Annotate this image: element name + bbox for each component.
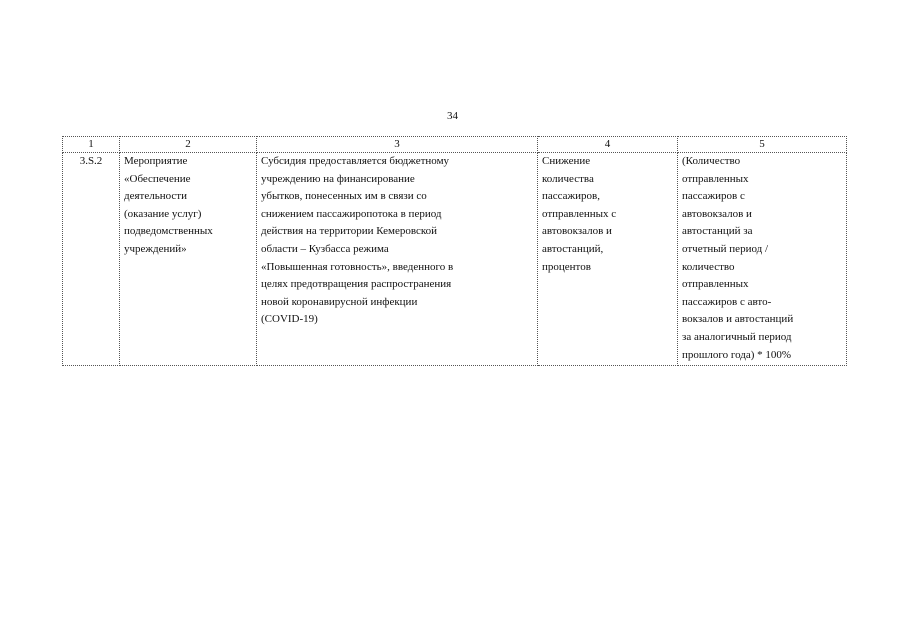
activity-line: Мероприятие xyxy=(124,155,188,167)
formula-cell xyxy=(678,153,847,366)
indicator-line: отправленных с xyxy=(542,207,617,220)
description-line: убытков, понесенных им в связи со xyxy=(261,190,427,203)
description-line: Субсидия предоставляется бюджетному xyxy=(261,155,450,167)
formula-line: прошлого года) * 100% xyxy=(682,348,792,361)
formula-line: (Количество xyxy=(682,155,741,167)
description-line: снижением пассажиропотока в период xyxy=(261,207,442,220)
activity-line: учреждений» xyxy=(124,242,187,255)
description-line: учреждению на финансирование xyxy=(261,172,415,185)
page-number: 34 xyxy=(447,110,458,122)
indicator-line: процентов xyxy=(542,260,591,273)
activity-cell xyxy=(120,153,257,366)
column-header-4: 4 xyxy=(538,137,678,153)
activity-line: (оказание услуг) xyxy=(124,207,202,220)
indicator-line: количества xyxy=(542,172,594,185)
description-line: (COVID-19) xyxy=(261,313,318,326)
column-header-2: 2 xyxy=(120,137,257,153)
formula-line: автостанций за xyxy=(682,225,753,238)
formula-line: отправленных xyxy=(682,172,749,185)
activity-line: подведомственных xyxy=(124,225,213,238)
activity-line: деятельности xyxy=(124,190,187,203)
description-line: области – Кузбасса режима xyxy=(261,242,389,255)
table-header-row xyxy=(63,137,847,153)
description-cell xyxy=(257,153,538,366)
formula-line: отправленных xyxy=(682,278,749,291)
formula-line: автовокзалов и xyxy=(682,207,752,220)
description-line: действия на территории Кемеровской xyxy=(261,225,438,238)
column-header-3: 3 xyxy=(257,137,538,153)
description-line: «Повышенная готовность», введенного в xyxy=(261,260,454,273)
formula-line: количество xyxy=(682,260,735,273)
formula-line: пассажиров с авто- xyxy=(682,295,772,308)
table-row xyxy=(63,153,847,366)
activity-line: «Обеспечение xyxy=(124,172,191,185)
description-line: целях предотвращения распространения xyxy=(261,278,452,291)
indicator-line: автостанций, xyxy=(542,242,604,255)
indicator-line: автовокзалов и xyxy=(542,225,612,238)
formula-line: пассажиров с xyxy=(682,190,745,203)
formula-line: вокзалов и автостанций xyxy=(682,313,794,326)
indicator-cell xyxy=(538,153,678,366)
column-header-5: 5 xyxy=(678,137,847,153)
indicator-line: Снижение xyxy=(542,155,591,167)
formula-line: отчетный период / xyxy=(682,242,769,255)
formula-line: за аналогичный период xyxy=(682,330,792,343)
row-number-cell: 3.S.2 xyxy=(63,153,120,366)
document-table xyxy=(62,136,847,366)
indicator-line: пассажиров, xyxy=(542,190,600,203)
description-line: новой коронавирусной инфекции xyxy=(261,295,418,308)
column-header-1: 1 xyxy=(63,137,120,153)
